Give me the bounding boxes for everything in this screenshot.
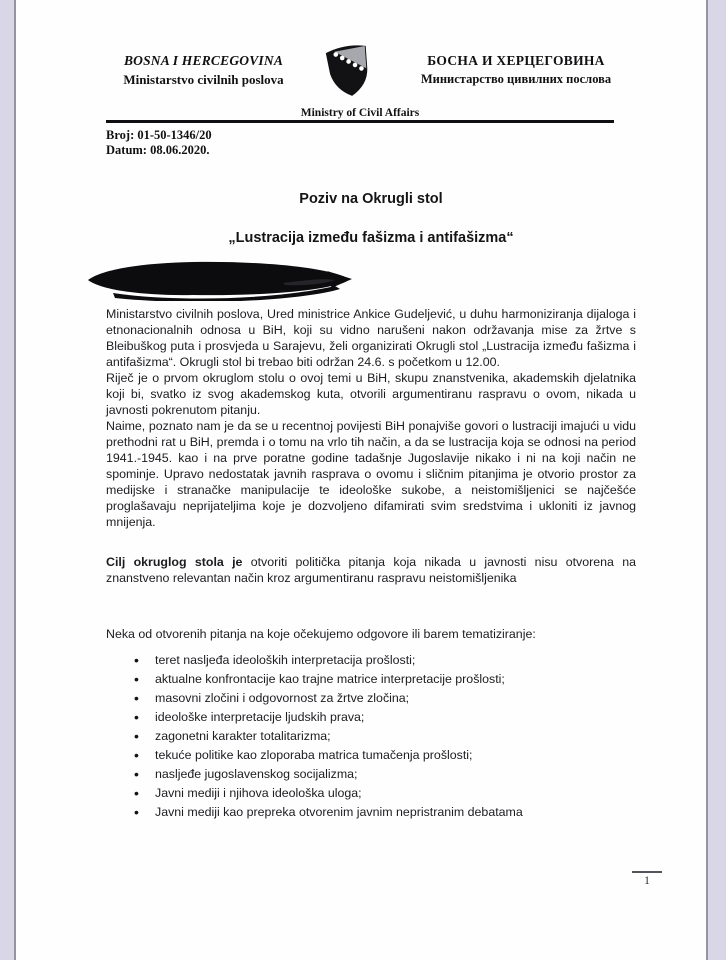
list-item: [106, 651, 636, 670]
document-meta: [106, 128, 636, 158]
ministry-caption: Ministry of Civil Affairs: [300, 107, 420, 119]
questions-intro: Neka od otvorenih pitanja na koje očekujemo odgovore ili barem tematiziranje:: [106, 627, 536, 641]
list-item-text: Javni mediji kao prepreka otvorenim javnim nepristranim debatama: [155, 805, 523, 819]
paragraph: Ministarstvo civilnih poslova, Ured ministrice Ankice Gudeljević, u duhu harmoniziranja dijaloga i etnonacionalnih odnosa u BiH, koji su vidno narušeni nakon održavanja mise za žrtve s Bleibuškog puta i prosvjeda u Sarajevu, želi organizirati Okrugli stol „Lustracija između fašizma i antifašizma“. Okrugli stol bi trebao biti održan 24.6. s početkom u 12.00.: [106, 307, 636, 369]
list-item-text: masovni zločini i odgovornost za žrtve zločina;: [155, 691, 410, 705]
letterhead-cyrillic-country: БОСНА И ХЕРЦЕГОВИНА: [427, 53, 605, 68]
list-item-text: teret nasljeđa ideoloških interpretacija prošlosti;: [155, 653, 416, 667]
goal-lead: Cilj okruglog stola je: [106, 555, 243, 569]
document-content: [16, 42, 706, 822]
list-item-text: nasljeđe jugoslavenskog socijalizma;: [155, 767, 358, 781]
document-date: Datum: 08.06.2020.: [106, 143, 210, 157]
bih-coat-of-arms-icon: [301, 42, 396, 98]
page-footer: [632, 871, 662, 887]
paragraph: Naime, poznato nam je da se u recentnoj povijesti BiH ponajviše govori o lustraciji imajući u vidu prethodni rat u BiH, premda i o tomu na vrlo tih način, a da se lustracija koja se odnosi na period 1941.-1945. kao i na prve poratne godine tadašnje Jugoslavije nikako i ni na koji način ne spominje. Upravo nedostatak javnih rasprava o ovomu i sličnim pitanjima je otvorio prostor za medijske i stranačke manipulacije te ideološke sukobe, a neistomišljenici se najčešće proglašavaju neprijateljima koje je dozvoljeno difamirati svim sredstvima i ukloniti iz javnog mnijenja.: [106, 419, 636, 529]
letterhead-latin-block: [106, 53, 301, 88]
topics-list: [106, 651, 636, 822]
document-number: Broj: 01-50-1346/20: [106, 128, 212, 142]
list-item-text: aktualne konfrontacije kao trajne matrice interpretacije prošlosti;: [155, 672, 505, 686]
list-item: [106, 746, 636, 765]
letterhead-caption-wrap: [106, 107, 614, 123]
document-subtitle: „Lustracija između fašizma i antifašizma“: [228, 230, 514, 246]
letterhead-latin-ministry: Ministarstvo civilnih poslova: [123, 71, 284, 87]
page-number: 1: [644, 875, 650, 887]
list-item: [106, 727, 636, 746]
letterhead-cyrillic-ministry: Министарство цивилних послова: [420, 72, 612, 86]
list-item: [106, 689, 636, 708]
list-item-text: tekuće politike kao zloporaba matrica tumačenja prošlosti;: [155, 748, 473, 762]
redaction-marker: [85, 259, 353, 301]
list-item: [106, 803, 636, 822]
list-item: [106, 670, 636, 689]
goal-paragraph: [106, 554, 636, 586]
document-page: [14, 0, 708, 960]
list-item: [106, 708, 636, 727]
paragraph: Riječ je o prvom okruglom stolu o ovoj temi u BiH, skupu znanstvenika, akademskih djelatnika koji bi, svatko iz svog akademskog kuta, otvorili argumentiranu raspravu o ovom, nikada u javnosti pokrenutom pitanju.: [106, 371, 636, 417]
letterhead-rule: [106, 120, 614, 123]
list-item: [106, 765, 636, 784]
footer-rule: [632, 871, 662, 873]
document-title: Poziv na Okrugli stol: [299, 191, 443, 207]
list-item-text: zagonetni karakter totalitarizma;: [155, 729, 331, 743]
goal-rest: otvoriti politička pitanja koja nikada u javnosti nisu otvorena na znanstveno relevantan način kroz argumentiranu raspravu neistomišljenika: [106, 555, 637, 585]
letterhead-latin-country: BOSNA I HERCEGOVINA: [123, 52, 284, 68]
list-item: [106, 784, 636, 803]
letterhead: [106, 42, 636, 98]
letterhead-cyrillic-block: [396, 53, 636, 87]
list-item-text: Javni mediji i njihova ideološka uloga;: [155, 786, 362, 800]
list-item-text: ideološke interpretacije ljudskih prava;: [155, 710, 365, 724]
